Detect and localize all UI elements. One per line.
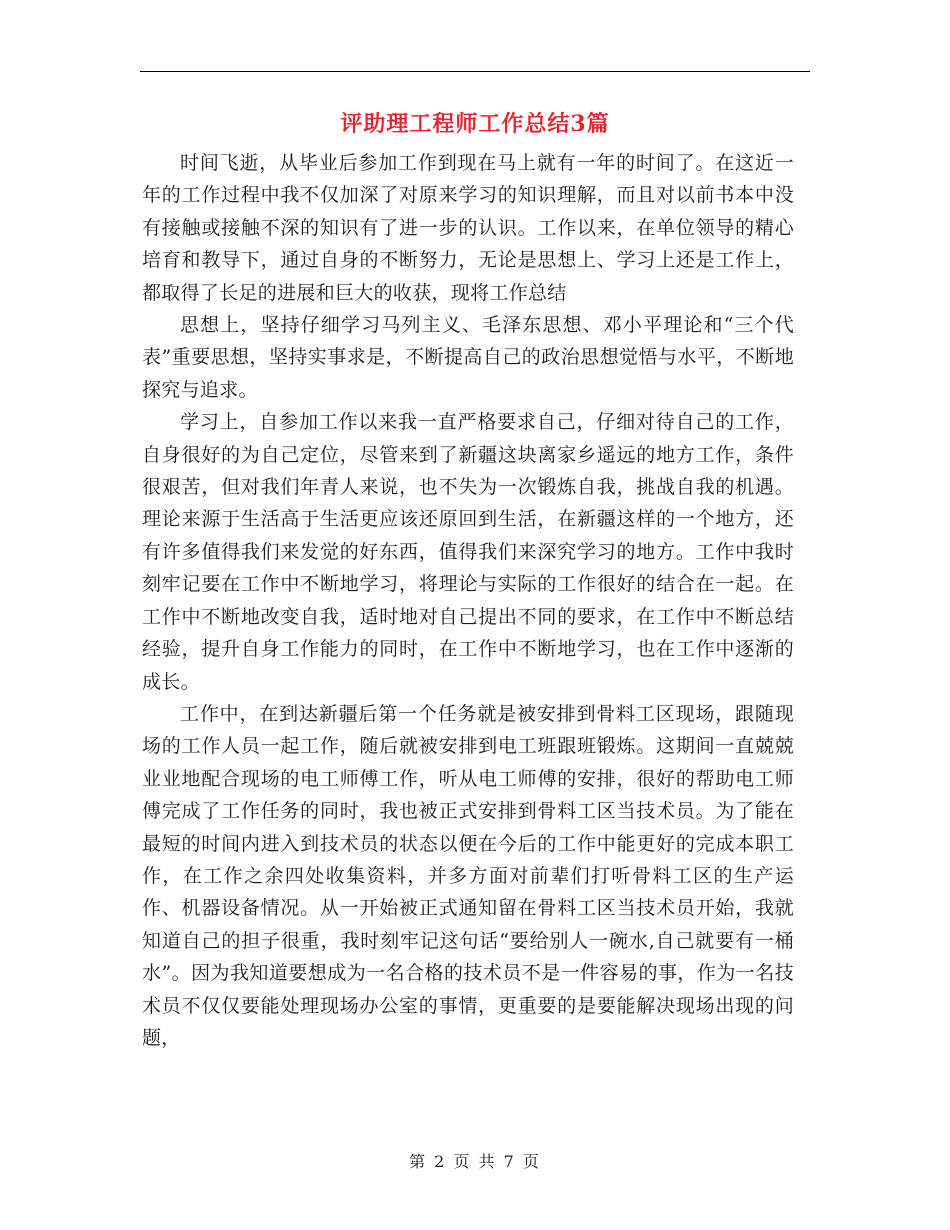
- paragraph-ideology: 思想上，坚持仔细学习马列主义、毛泽东思想、邓小平理论和“三个代表”重要思想，坚持实事求是，不断提高自己的政治思想觉悟与水平，不断地探究与追求。: [142, 314, 794, 401]
- page-number: 第 2 页 共 7 页: [409, 1152, 541, 1171]
- paragraph-study: 学习上，自参加工作以来我一直严格要求自己，仔细对待自己的工作，自身很好的为自己定位，尽管来到了新疆这块离家乡遥远的地方工作，条件很艰苦，但对我们年青人来说，也不失为一次锻炼自我，挑战自我的机遇。理论来源于生活高于生活更应该还原回到生活，在新疆这样的一个地方，还有许多值得我们来发觉的好东西，值得我们来深究学习的地方。工作中我时刻牢记要在工作中不断地学习，将理论与实际的工作很好的结合在一起。在工作中不断地改变自我，适时地对自己提出不同的要求，在工作中不断总结经验，提升自身工作能力的同时，在工作中不断地学习，也在工作中逐渐的成长。: [142, 411, 794, 693]
- document-body: [142, 147, 794, 1054]
- header-rule: [140, 71, 810, 72]
- paragraph-work: 工作中，在到达新疆后第一个任务就是被安排到骨料工区现场，跟随现场的工作人员一起工作，随后就被安排到电工班跟班锻炼。这期间一直兢兢业业地配合现场的电工师傅工作，听从电工师傅的安排，很好的帮助电工师傅完成了工作任务的同时，我也被正式安排到骨料工区当技术员。为了能在最短的时间内进入到技术员的状态以便在今后的工作中能更好的完成本职工作，在工作之余四处收集资料，并多方面对前辈们打听骨料工区的生产运作、机器设备情况。从一开始被正式通知留在骨料工区当技术员开始，我就知道自己的担子很重，我时刻牢记这句话“要给别人一碗水,自己就要有一桶水”。因为我知道要想成为一名合格的技术员不是一件容易的事，作为一名技术员不仅仅要能处理现场办公室的事情，更重要的是要能解决现场出现的问题，: [142, 702, 794, 1049]
- document-title: 评助理工程师工作总结3篇: [340, 111, 610, 137]
- paragraph-intro: 时间飞逝，从毕业后参加工作到现在马上就有一年的时间了。在这近一年的工作过程中我不仅加深了对原来学习的知识理解，而且对以前书本中没有接触或接触不深的知识有了进一步的认识。工作以来，在单位领导的精心培育和教导下，通过自身的不断努力，无论是思想上、学习上还是工作上，都取得了长足的进展和巨大的收获，现将工作总结: [142, 152, 794, 304]
